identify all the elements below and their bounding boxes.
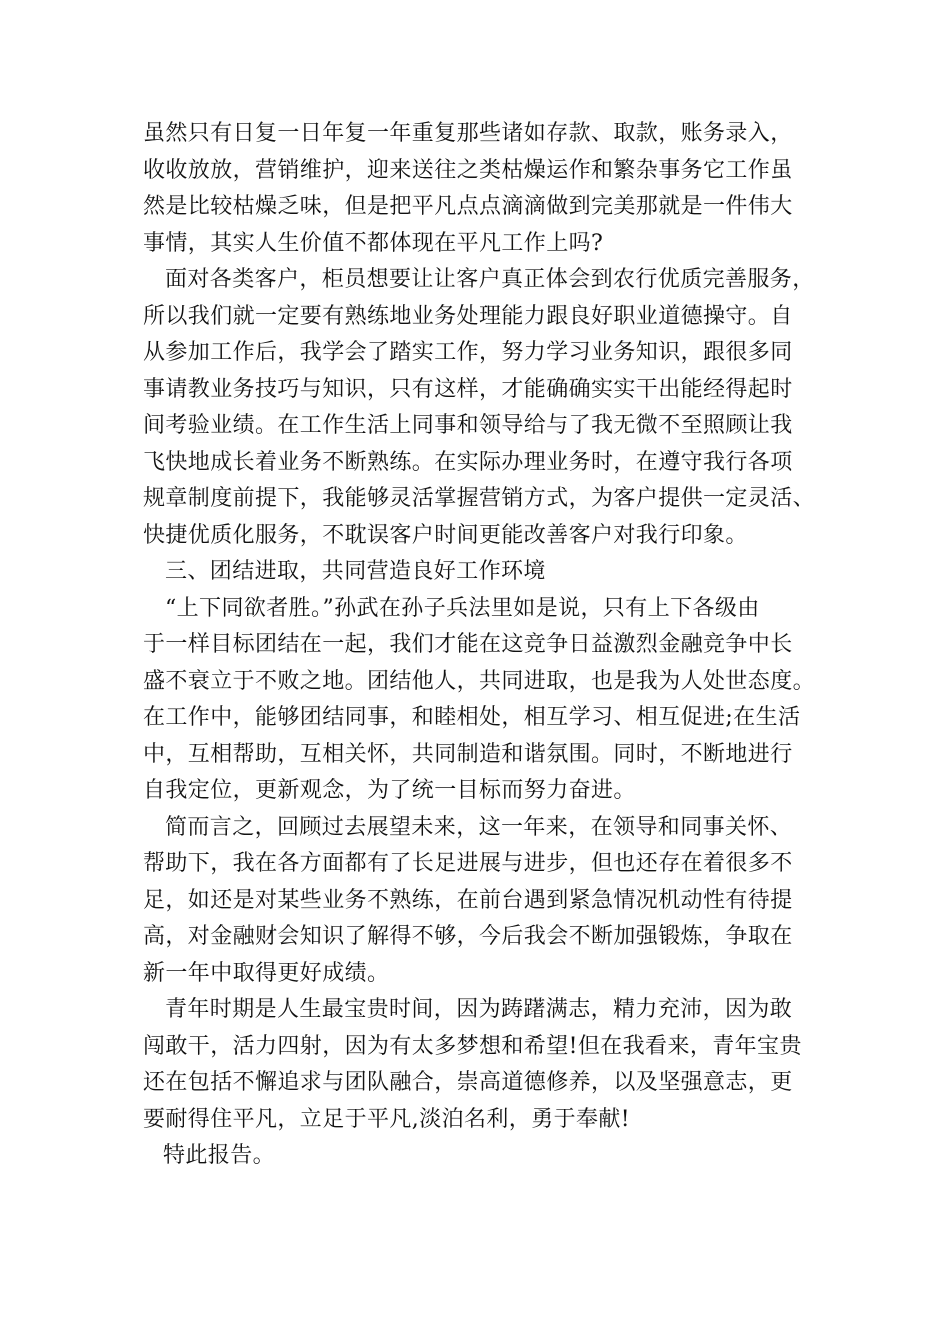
text-line: 事情，其实人生价值不都体现在平凡工作上吗?	[143, 230, 604, 256]
text-line: 所以我们就一定要有熟练地业务处理能力跟良好职业道德操守。自	[143, 303, 793, 329]
paragraph-first-line: 简而言之，回顾过去展望未来，这一年来，在领导和同事关怀、	[165, 814, 793, 840]
document-body	[143, 116, 827, 1175]
text-line: 帮助下，我在各方面都有了长足进展与进步，但也还存在着很多不	[143, 851, 793, 876]
paragraph-first-line: 青年时期是人生最宝贵时间，因为踌躇满志，精力充沛，因为敢	[165, 997, 793, 1022]
text-line: 规章制度前提下，我能够灵活掌握营销方式，为客户提供一定灵活、	[143, 486, 816, 511]
closing-line: 特此报告。	[163, 1143, 276, 1168]
paragraph-first-line: “上下同欲者胜。”孙武在孙子兵法里如是说，只有上下各级由	[165, 595, 760, 621]
text-line: 还在包括不懈追求与团队融合，崇高道德修养，以及坚强意志，更	[143, 1070, 793, 1095]
paragraph-first-line: 面对各类客户，柜员想要让让客户真正体会到农行优质完善服务，	[165, 267, 815, 292]
text-line: 飞快地成长着业务不断熟练。在实际办理业务时，在遵守我行各项	[143, 449, 793, 475]
text-line: 在工作中，能够团结同事，和睦相处，相互学习、相互促进;在生活	[143, 705, 801, 730]
text-line: 自我定位，更新观念，为了统一目标而努力奋进。	[143, 778, 636, 803]
text-line: 中，互相帮助，互相关怀，共同制造和谐氛围。同时，不断地进行	[143, 741, 793, 767]
text-line: 然是比较枯燥乏味，但是把平凡点点滴滴做到完美那就是一件伟大	[143, 194, 793, 219]
text-line: 闯敢干，活力四射，因为有太多梦想和希望!但在我看来，青年宝贵	[143, 1033, 802, 1059]
text-line: 虽然只有日复一日年复一年重复那些诸如存款、取款，账务录入，	[143, 121, 793, 146]
text-line: 于一样目标团结在一起，我们才能在这竞争日益激烈金融竞争中长	[143, 632, 793, 657]
text-line: 新一年中取得更好成绩。	[143, 960, 390, 986]
text-line: 快捷优质化服务，不耽误客户时间更能改善客户对我行印象。	[143, 522, 748, 548]
text-line: 事请教业务技巧与知识，只有这样，才能确确实实干出能经得起时	[143, 376, 793, 402]
text-line: 间考验业绩。在工作生活上同事和领导给与了我无微不至照顾让我	[143, 413, 793, 438]
text-line: 收收放放，营销维护，迎来送往之类枯燥运作和繁杂事务它工作虽	[143, 157, 793, 183]
text-line: 高，对金融财会知识了解得不够，今后我会不断加强锻炼，争取在	[143, 924, 793, 949]
text-line: 要耐得住平凡，立足于平凡,淡泊名利，勇于奉献!	[143, 1106, 631, 1132]
text-line: 足，如还是对某些业务不熟练，在前台遇到紧急情况机动性有待提	[143, 887, 793, 913]
section-heading: 三、团结进取，共同营造良好工作环境	[165, 559, 546, 584]
text-line: 盛不衰立于不败之地。团结他人，共同进取，也是我为人处世态度。	[143, 668, 816, 694]
text-line: 从参加工作后，我学会了踏实工作，努力学习业务知识，跟很多同	[143, 340, 793, 365]
